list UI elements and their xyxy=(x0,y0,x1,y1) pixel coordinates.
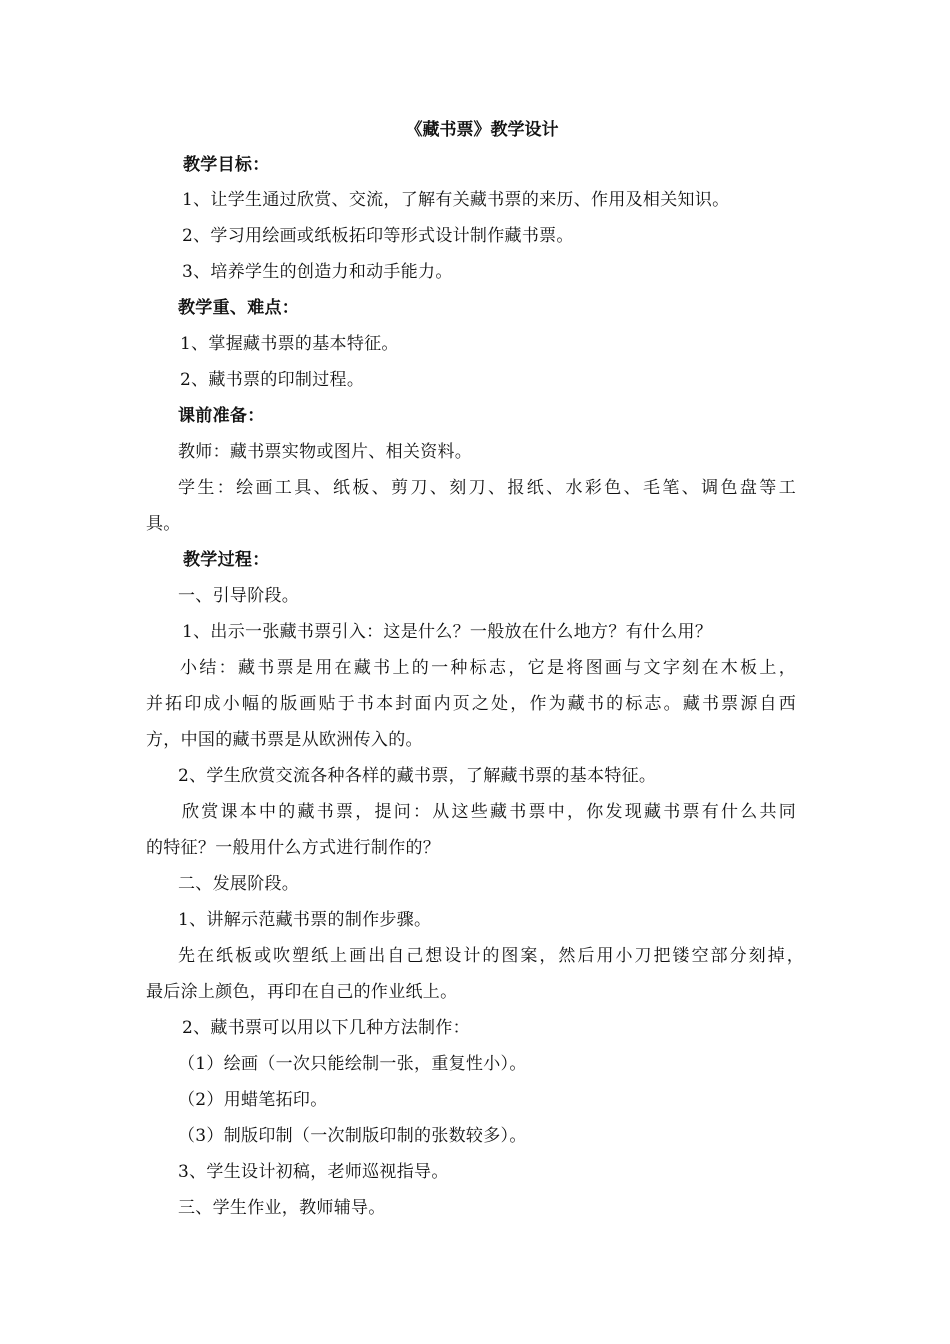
appreciation-line-1: 欣赏课本中的藏书票，提问：从这些藏书票中，你发现藏书票有什么共同 xyxy=(182,802,796,822)
stage-2-heading: 二、发展阶段。 xyxy=(178,874,300,894)
stage-1-step-1: 1、出示一张藏书票引入：这是什么？一般放在什么地方？有什么用？ xyxy=(182,622,713,642)
preparation-teacher: 教师：藏书票实物或图片、相关资料。 xyxy=(178,442,473,462)
objective-2: 2、学习用绘画或纸板拓印等形式设计制作藏书票。 xyxy=(182,226,574,246)
objective-1: 1、让学生通过欣赏、交流，了解有关藏书票的来历、作用及相关知识。 xyxy=(182,190,730,210)
preparation-students: 学生：绘画工具、纸板、剪刀、刻刀、报纸、水彩色、毛笔、调色盘等工 xyxy=(178,478,796,498)
stage-3-heading: 三、学生作业，教师辅导。 xyxy=(178,1198,386,1218)
method-option-3: （3）制版印制（一次制版印制的张数较多）。 xyxy=(178,1126,527,1146)
summary-line-2: 并拓印成小幅的版画贴于书本封面内页之处，作为藏书的标志。藏书票源自西 xyxy=(146,694,796,714)
section-heading-objectives: 教学目标： xyxy=(183,155,270,175)
section-heading-key-points: 教学重、难点： xyxy=(178,298,300,318)
document-title: 《藏书票》教学设计 xyxy=(405,120,559,140)
summary-line-1: 小结：藏书票是用在藏书上的一种标志，它是将图画与文字刻在木板上， xyxy=(180,658,796,678)
stage-1-heading: 一、引导阶段。 xyxy=(178,586,300,606)
stage-2-step-3: 3、学生设计初稿，老师巡视指导。 xyxy=(178,1162,449,1182)
key-point-2: 2、藏书票的印制过程。 xyxy=(180,370,365,390)
objective-3: 3、培养学生的创造力和动手能力。 xyxy=(182,262,453,282)
method-line-2: 最后涂上颜色，再印在自己的作业纸上。 xyxy=(146,982,458,1002)
stage-2-step-1: 1、讲解示范藏书票的制作步骤。 xyxy=(178,910,432,930)
method-line-1: 先在纸板或吹塑纸上画出自己想设计的图案，然后用小刀把镂空部分刻掉， xyxy=(178,946,804,966)
section-heading-preparation: 课前准备： xyxy=(178,406,265,426)
appreciation-line-2: 的特征？一般用什么方式进行制作的？ xyxy=(146,838,441,858)
section-heading-process: 教学过程： xyxy=(183,550,270,570)
summary-line-3: 方，中国的藏书票是从欧洲传入的。 xyxy=(146,730,423,750)
stage-2-step-2: 2、藏书票可以用以下几种方法制作： xyxy=(182,1018,470,1038)
key-point-1: 1、掌握藏书票的基本特征。 xyxy=(180,334,399,354)
stage-1-step-2: 2、学生欣赏交流各种各样的藏书票，了解藏书票的基本特征。 xyxy=(178,766,657,786)
preparation-students-cont: 具。 xyxy=(146,514,181,534)
method-option-1: （1）绘画（一次只能绘制一张，重复性小）。 xyxy=(178,1054,527,1074)
method-option-2: （2）用蜡笔拓印。 xyxy=(178,1090,328,1110)
